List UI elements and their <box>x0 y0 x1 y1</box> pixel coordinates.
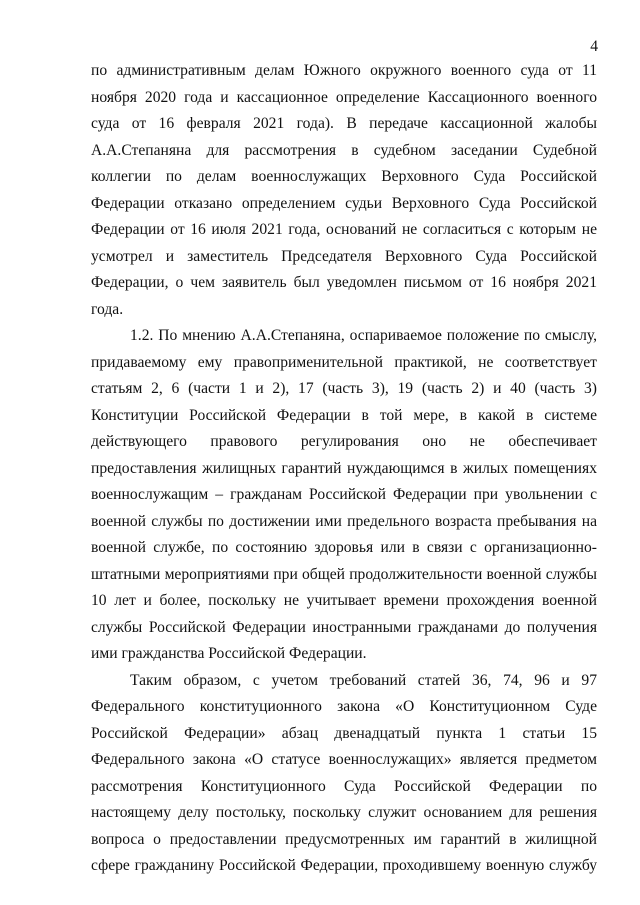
text-line: суда от 16 февраля 2021 года). В передаче кассационной жалобы <box>91 115 597 132</box>
text-line: службы Российской Федерации иностранными гражданами до получения <box>91 618 597 636</box>
text-line: статьям 2, 6 (части 1 и 2), 17 (часть 3), 19 (часть 2) и 40 (часть 3) <box>91 380 597 397</box>
text-line: ноября 2020 года и кассационное определение Кассационного военного <box>91 88 597 106</box>
text-line: Федерации от 16 июля 2021 года, оснований не согласиться с которым не <box>91 221 597 238</box>
text-line: коллегии по делам военнослужащих Верховного Суда Российской <box>91 168 597 185</box>
paragraph-p3 <box>91 668 597 880</box>
text-line: штатными мероприятиями при общей продолжительности военной службы <box>91 565 597 583</box>
text-line: придаваемому ему правоприменительной практикой, не соответствует <box>91 353 597 371</box>
text-line: Федерального закона «О статусе военнослужащих» является предметом <box>91 751 597 768</box>
text-line: Федерации отказано определением судьи Верховного Суда Российской <box>91 194 597 212</box>
paragraph-p2 <box>91 323 597 668</box>
text-line: по административным делам Южного окружного военного суда от 11 <box>91 62 597 79</box>
text-line: сфере гражданину Российской Федерации, проходившему военную службу <box>91 857 597 874</box>
text-line: действующего правового регулирования оно не обеспечивает <box>91 433 597 450</box>
text-line: Федерации, о чем заявитель был уведомлен письмом от 16 ноября 2021 <box>91 274 597 291</box>
paragraph-p1 <box>91 58 597 323</box>
text-line: А.А.Степаняна для рассмотрения в судебном заседании Судебной <box>91 141 597 159</box>
text-line: ими гражданства Российской Федерации. <box>91 645 367 662</box>
page-number: 4 <box>590 38 598 55</box>
text-line: 10 лет и более, поскольку не учитывает времени прохождения военной <box>91 592 597 609</box>
text-line: года. <box>91 300 124 318</box>
text-line: настоящему делу постольку, поскольку служит основанием для решения <box>91 804 597 821</box>
text-line: 1.2. По мнению А.А.Степаняна, оспариваемое положение по смыслу, <box>130 327 597 344</box>
text-line: Таким образом, с учетом требований статей 36, 74, 96 и 97 <box>130 671 597 689</box>
text-line: усмотрел и заместитель Председателя Верховного Суда Российской <box>91 247 597 265</box>
text-line: военнослужащим – гражданам Российской Федерации при увольнении с <box>91 486 597 503</box>
text-line: вопроса о предоставлении предусмотренных им гарантий в жилищной <box>91 830 597 848</box>
text-line: военной службы по достижении ими предельного возраста пребывания на <box>91 512 597 530</box>
text-line: рассмотрения Конституционного Суда Российской Федерации по <box>91 777 597 795</box>
text-line: Федерального конституционного закона «О Конституционном Суде <box>91 698 597 715</box>
text-line: военной службе, по состоянию здоровья или в связи с организационно- <box>91 539 597 556</box>
document-body <box>91 58 597 880</box>
text-line: Конституции Российской Федерации в той мере, в какой в системе <box>91 406 597 424</box>
text-line: Российской Федерации» абзац двенадцатый пункта 1 статьи 15 <box>91 724 597 742</box>
text-line: предоставления жилищных гарантий нуждающимся в жилых помещениях <box>91 459 597 477</box>
